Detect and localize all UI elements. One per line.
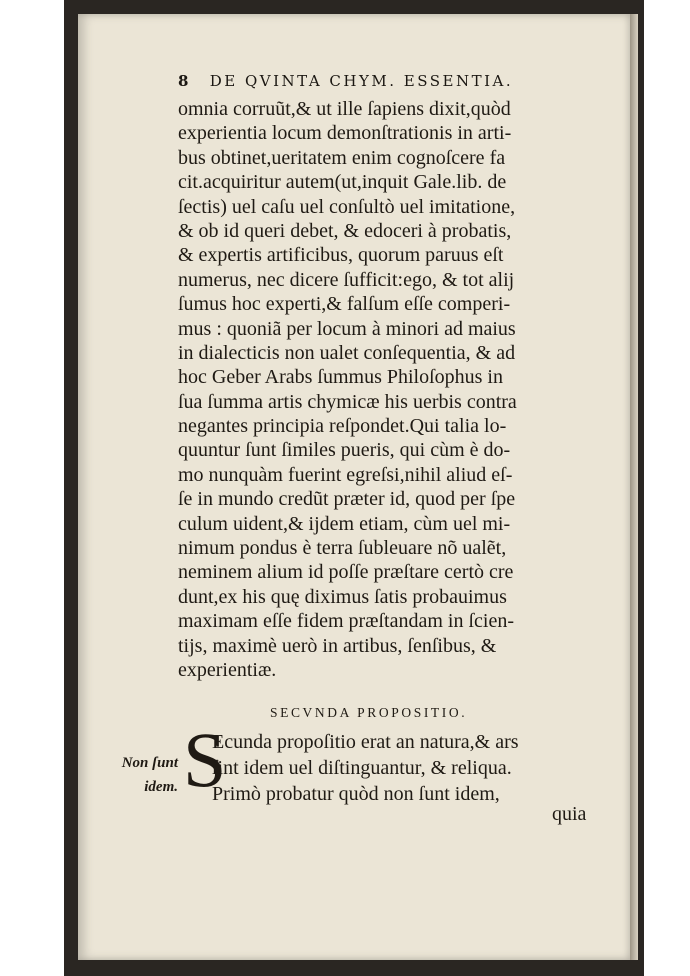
- text-line: numerus, nec dicere ſufficit:ego, & tot alij: [178, 268, 515, 291]
- text-line: mus : quoniã per locum à minori ad maius: [178, 317, 516, 340]
- body-text: [178, 97, 608, 682]
- text-line: ſua ſumma artis chymicæ his uerbis contra: [178, 390, 517, 413]
- text-line: ſint idem uel diſtinguantur, & reliqua.: [212, 757, 512, 779]
- drop-cap-initial: S: [183, 716, 227, 803]
- text-line: nimum pondus è terra ſubleuare nõ ualẽt,: [178, 537, 507, 560]
- text-line: quuntur ſunt ſimiles pueris, qui cùm è do-: [178, 439, 511, 462]
- text-line: mo nunquàm fuerint egreſsi,nihil aliud eſ-: [178, 463, 513, 486]
- page-number: 8: [178, 72, 189, 90]
- text-line: Ecunda propoſitio erat an natura,& ars: [212, 731, 519, 753]
- text-line: ſectis) uel caſu uel conſultò uel imitatione,: [178, 195, 516, 218]
- text-line: experientiæ.: [178, 658, 277, 681]
- text-line: negantes principia reſpondet.Qui talia lo-: [178, 415, 507, 438]
- text-line: neminem alium id poſſe præſtare certò cre: [178, 561, 514, 584]
- marginal-note: [102, 751, 178, 799]
- text-line: hoc Geber Arabs ſummus Philoſophus in: [178, 366, 503, 389]
- text-line: & expertis artificibus, quorum paruus eſt: [178, 244, 504, 267]
- page-fore-edge: [630, 14, 638, 960]
- text-line: omnia corruũt,& ut ille ſapiens dixit,quòd: [178, 98, 511, 120]
- text-line: culum uident,& ijdem etiam, cùm uel mi-: [178, 512, 511, 535]
- marginal-note-line: Non ſunt: [121, 755, 178, 771]
- text-line: ſumus hoc experti,& falſum eſſe comperi-: [178, 293, 511, 316]
- section-title: SECVNDA PROPOSITIO.: [270, 705, 468, 720]
- running-header: [178, 72, 598, 90]
- text-line: tijs, maximè uerò in artibus, ſenſibus, &: [178, 634, 497, 657]
- text-line: & ob id queri debet, & edoceri à probatis,: [178, 219, 512, 242]
- catchword: quia: [552, 803, 587, 825]
- text-line: experientia locum demonſtrationis in arti-: [178, 122, 512, 145]
- running-title: DE QVINTA CHYM. ESSENTIA.: [209, 72, 514, 90]
- text-line: bus obtinet,ueritatem enim cognoſcere fa: [178, 146, 506, 169]
- proposition-text: [212, 729, 610, 807]
- text-line: in dialecticis non ualet conſequentia, & ad: [178, 341, 516, 364]
- text-line: cit.acquiritur autem(ut,inquit Gale.lib. de: [178, 171, 507, 194]
- text-line: maximam eſſe fidem præſtandam in ſcien-: [178, 610, 515, 633]
- marginal-note-line: idem.: [144, 779, 178, 795]
- text-line: ſe in mundo credũt præter id, quod per ſpe: [178, 488, 516, 511]
- text-line: Primò probatur quòd non ſunt idem,: [212, 783, 500, 805]
- text-line: dunt,ex his quę diximus ſatis probauimus: [178, 585, 507, 608]
